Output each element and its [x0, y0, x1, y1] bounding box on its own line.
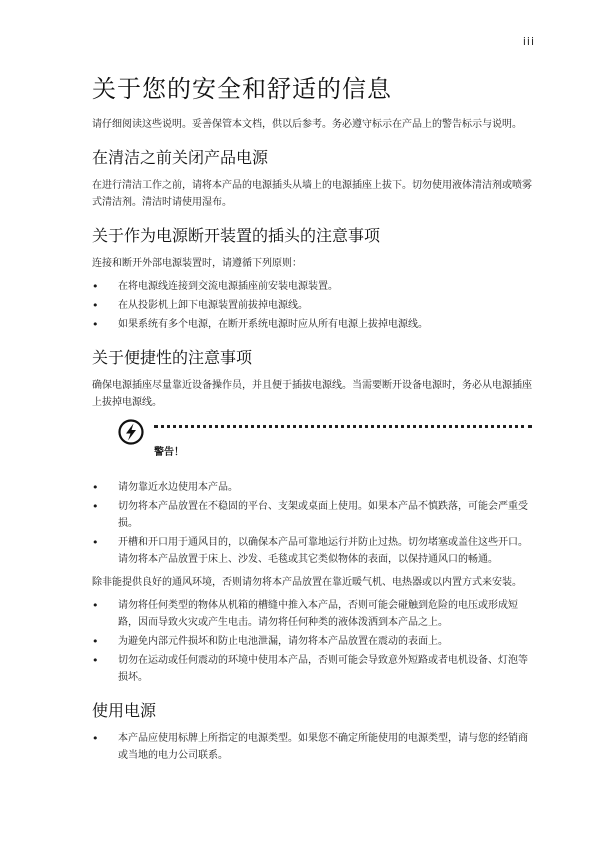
- document-body: [92, 72, 532, 770]
- warning-divider: [154, 425, 532, 428]
- list-item: • 请勿将任何类型的物体从机箱的槽缝中推入本产品，否则可能会碰触到危险的电压或形成短路，因而导致火灾或产生电击。请勿将任何种类的液体泼洒到本产品之上。: [92, 597, 532, 631]
- section-text-cleaning: 在进行清洁工作之前，请将本产品的电源插头从墙上的电源插座上拔下。切勿使用液体清洁剂或喷雾式清洁剂。清洁时请使用湿布。: [92, 180, 532, 208]
- safety-bullet-list: [92, 597, 532, 686]
- section-text-accessibility: 确保电源插座尽量靠近设备操作员，并且便于插拔电源线。当需要断开设备电源时，务必从电源插座上拔掉电源线。: [92, 380, 532, 408]
- power-bullet-list: [92, 730, 532, 764]
- plug-bullet-list: [92, 278, 532, 333]
- list-item: • 在将电源线连接到交流电源插座前安装电源装置。: [92, 278, 532, 295]
- section-text-plug: 连接和断开外部电源装置时，请遵循下列原则：: [92, 258, 302, 269]
- page-number: iii: [522, 35, 535, 48]
- list-item: • 为避免内部元件损坏和防止电池泄漏，请勿将本产品放置在震动的表面上。: [92, 633, 532, 650]
- section-heading-plug: 关于作为电源断开装置的插头的注意事项: [92, 226, 381, 245]
- list-item: • 切勿在运动或任何震动的环境中使用本产品，否则可能会导致意外短路或者电机设备、灯泡等损坏。: [92, 652, 532, 686]
- list-item: • 本产品应使用标牌上所指定的电源类型。如果您不确定所能使用的电源类型，请与您的经销商或当地的电力公司联系。: [92, 730, 532, 764]
- list-item: • 在从投影机上卸下电源装置前拔掉电源线。: [92, 297, 532, 314]
- warning-label: 警告！: [154, 447, 184, 458]
- page-title: 关于您的安全和舒适的信息: [92, 75, 392, 103]
- warning-block: [118, 417, 532, 469]
- list-item: • 请勿靠近水边使用本产品。: [92, 479, 532, 496]
- warning-bullet-list: [92, 479, 532, 568]
- list-item: • 开槽和开口用于通风目的，以确保本产品可靠地运行并防止过热。切勿堵塞或盖住这些开口。请勿将本产品放置于床上、沙发、毛毯或其它类似物体的表面，以保持通风口的畅通。: [92, 534, 532, 568]
- section-heading-cleaning: 在清洁之前关闭产品电源: [92, 148, 269, 167]
- ventilation-paragraph: 除非能提供良好的通风环境，否则请勿将本产品放置在靠近暖气机、电热器或以内置方式来安装。: [92, 577, 522, 588]
- list-item: • 切勿将本产品放置在不稳固的平台、支架或桌面上使用。如果本产品不慎跌落，可能会严重受损。: [92, 498, 532, 532]
- list-item: • 如果系统有多个电源，在断开系统电源时应从所有电源上拔掉电源线。: [92, 316, 532, 333]
- section-heading-accessibility: 关于便捷性的注意事项: [92, 348, 253, 367]
- intro-paragraph: 请仔细阅读这些说明。妥善保管本文档，供以后参考。务必遵守标示在产品上的警告标示与说明。: [92, 119, 522, 130]
- section-heading-power: 使用电源: [92, 701, 157, 720]
- lightning-bolt-warning-icon: [118, 419, 144, 445]
